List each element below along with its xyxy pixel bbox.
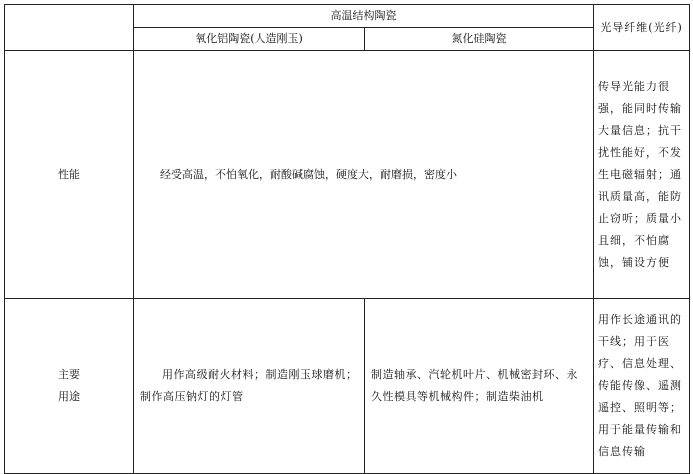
alumina-header: 氧化铝陶瓷(人造刚玉)	[134, 28, 365, 51]
alumina-uses: 用作高级耐火材料；制造刚玉球磨机；制作高压钠灯的灯管	[134, 299, 365, 474]
fiber-properties: 传导光能力很强，能同时传输大量信息；抗干扰性能好，不发生电磁辐射；通讯质量高，能防止窃听；质量小且细，不怕腐蚀，铺设方便	[594, 51, 690, 299]
high-temp-ceramics-header: 高温结构陶瓷	[134, 5, 594, 28]
comparison-table	[4, 4, 690, 474]
ceramics-properties: 经受高温，不怕氧化，耐酸碱腐蚀，硬度大，耐磨损，密度小	[134, 51, 594, 299]
optical-fiber-header: 光导纤维(光纤)	[594, 5, 690, 51]
fiber-uses: 用作长途通讯的干线；用于医疗、信息处理、传能传像、遥测遥控、照明等；用于能量传输和信息传输	[594, 299, 690, 474]
properties-label: 性能	[5, 51, 134, 299]
silicon-nitride-uses: 制造轴承、汽轮机叶片、机械密封环、永久性模具等机械构件；制造柴油机	[365, 299, 594, 474]
uses-label: 主要用途	[5, 299, 134, 474]
silicon-nitride-header: 氮化硅陶瓷	[365, 28, 594, 51]
corner-cell	[5, 5, 134, 51]
